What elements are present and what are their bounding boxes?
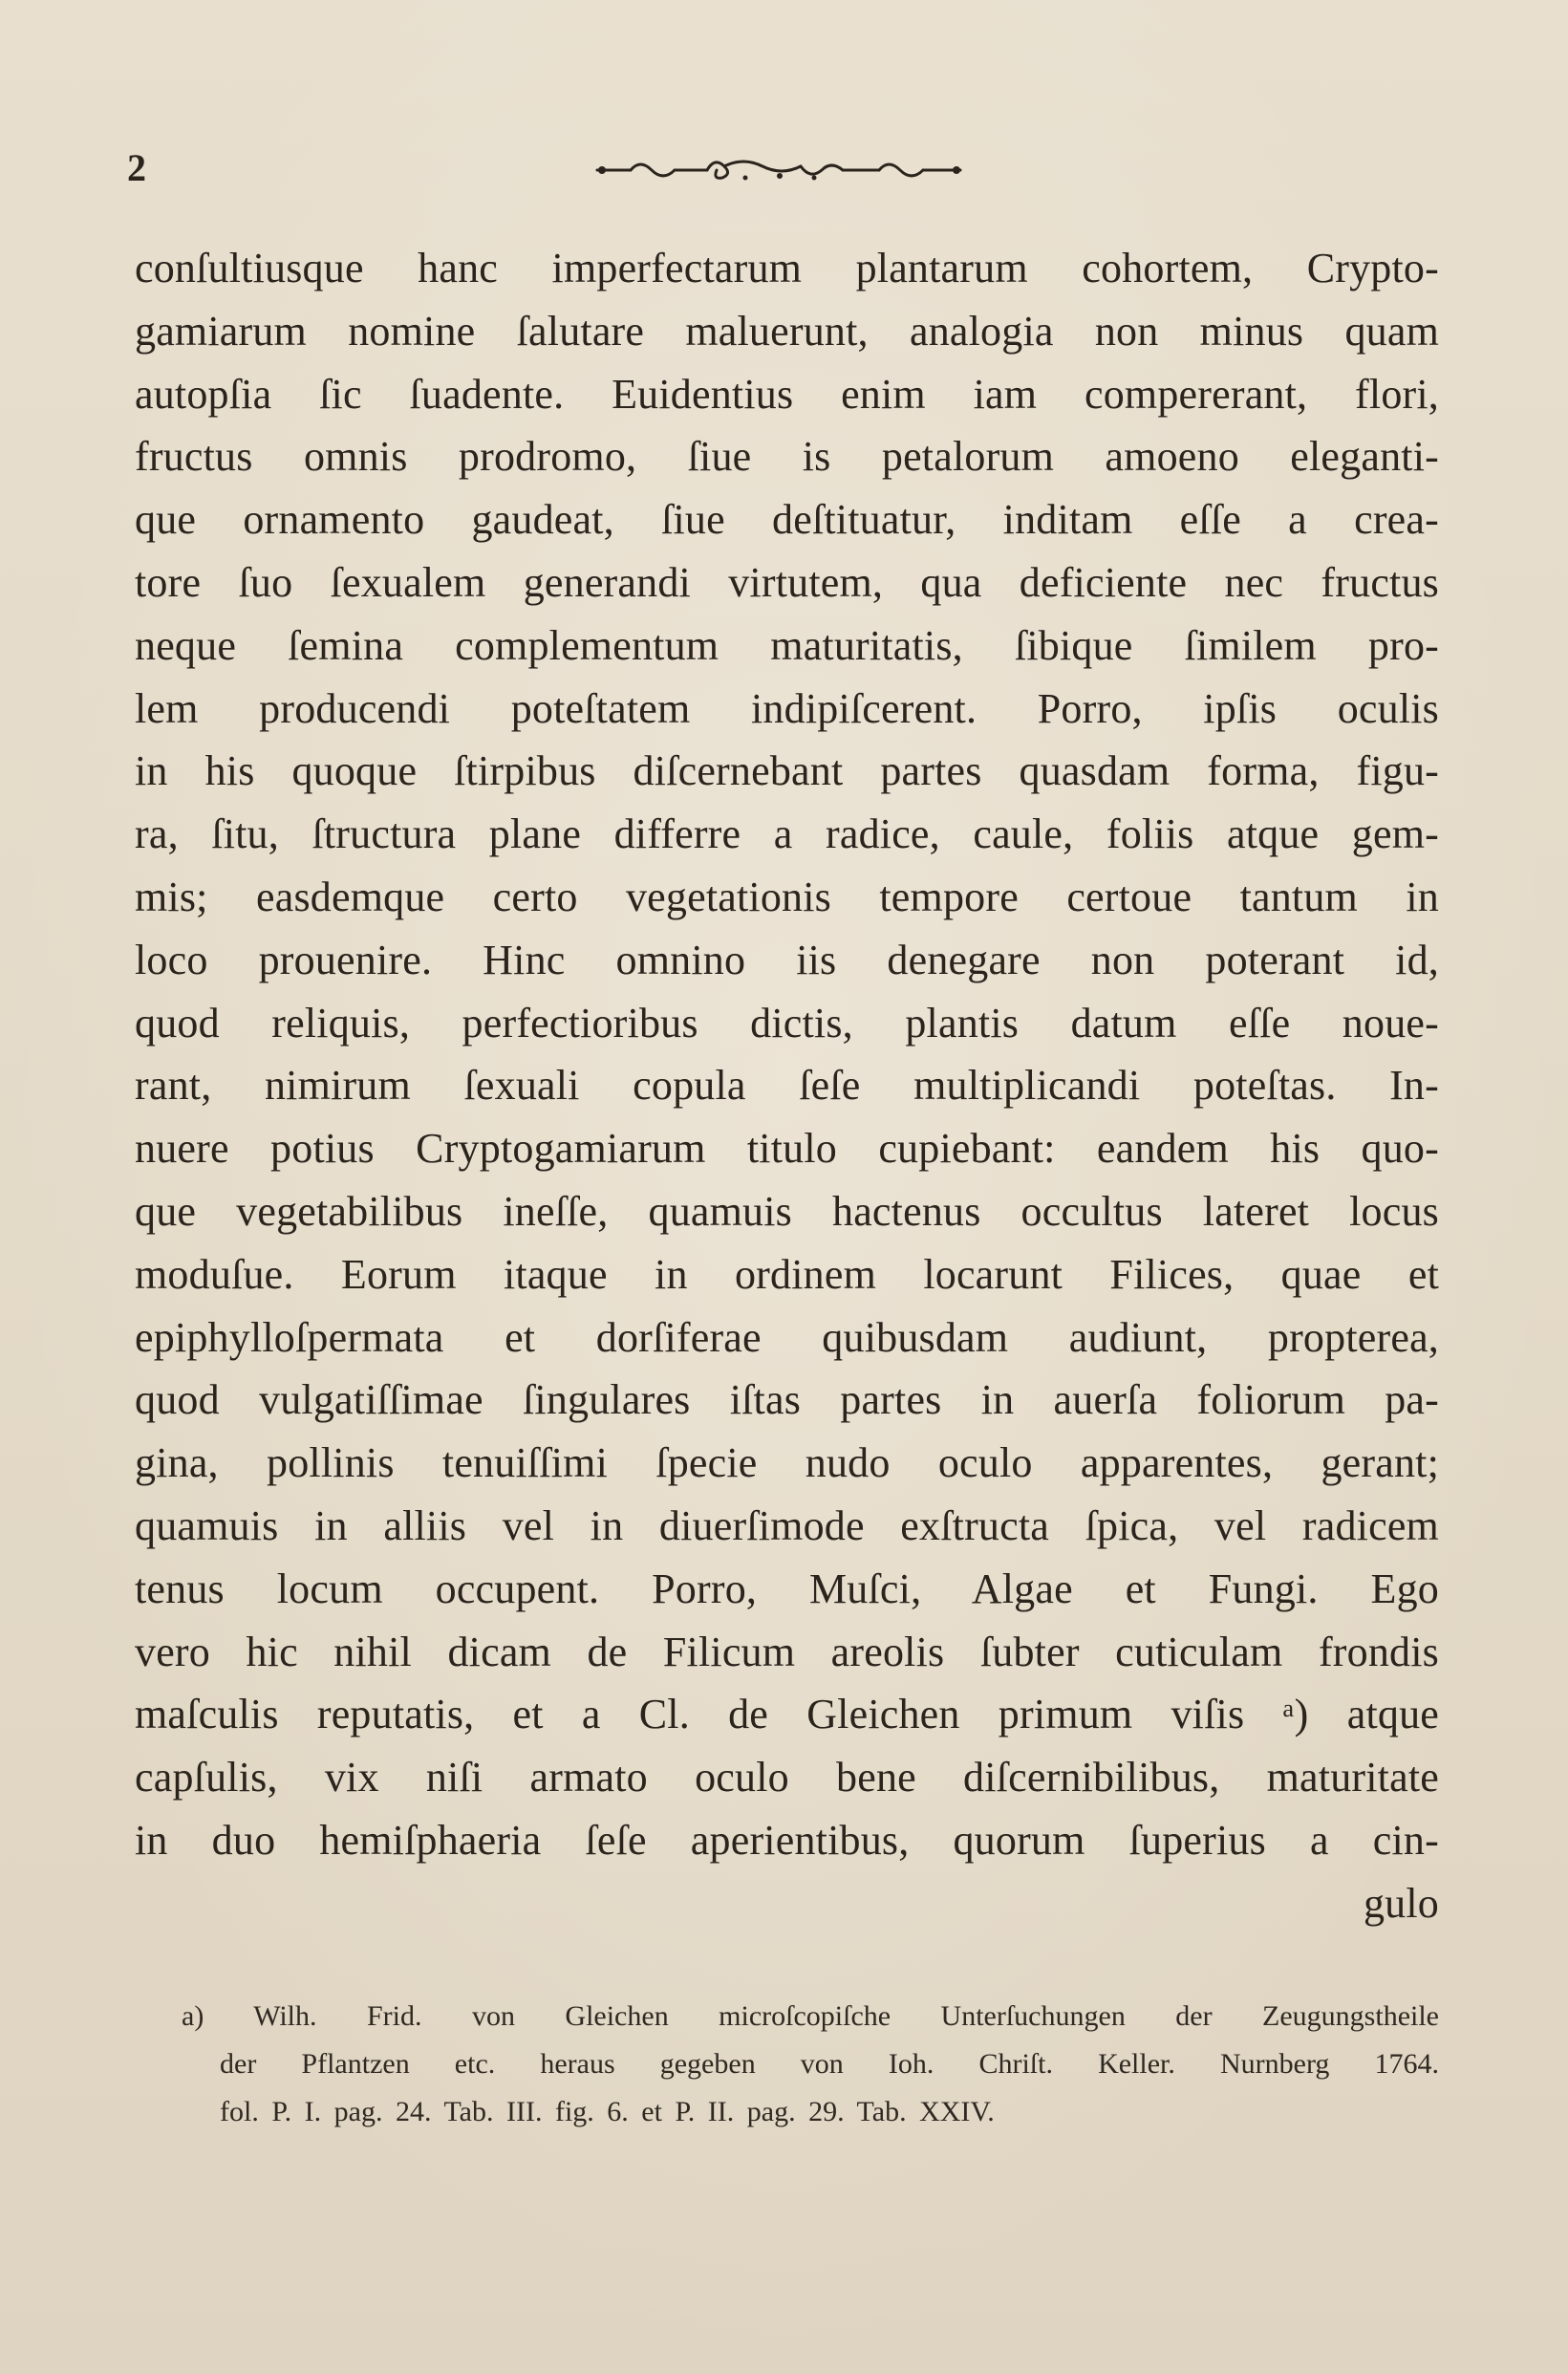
text-line: quod vulgatiſſimae ſingulares iſtas partes in auerſa foliorum pa- — [135, 1376, 1439, 1424]
text-line: quod reliquis, perfectioribus dictis, plantis datum eſſe noue- — [135, 999, 1439, 1047]
footnote-line: fol. P. I. pag. 24. Tab. III. fig. 6. et P. II. pag. 29. Tab. XXIV. — [220, 2096, 995, 2127]
text-line: in his quoque ſtirpibus diſcernebant partes quasdam forma, figu- — [135, 747, 1439, 795]
ornamental-rule-icon — [592, 153, 965, 187]
text-line: tenus locum occupent. Porro, Muſci, Algae et Fungi. Ego — [135, 1565, 1439, 1612]
text-line: ra, ſitu, ſtructura plane differre a radice, caule, foliis atque gem- — [135, 810, 1439, 858]
text-line: in duo hemiſphaeria ſeſe aperientibus, quorum ſuperius a cin- — [135, 1816, 1439, 1864]
text-line: mis; easdemque certo vegetationis tempore certoue tantum in — [135, 873, 1439, 920]
text-line: que vegetabilibus ineſſe, quamuis hactenus occultus lateret locus — [135, 1187, 1439, 1235]
text-line: epiphylloſpermata et dorſiferae quibusdam audiunt, propterea, — [135, 1313, 1439, 1361]
text-line: fructus omnis prodromo, ſiue is petalorum amoeno eleganti- — [135, 433, 1439, 481]
text-line: tore ſuo ſexualem generandi virtutem, qua deficiente nec fructus — [135, 558, 1439, 606]
footnote — [182, 1993, 1439, 2136]
text-line: vero hic nihil dicam de Filicum areolis ſubter cuticulam frondis — [135, 1628, 1439, 1675]
text-line: gina, pollinis tenuiſſimi ſpecie nudo oculo apparentes, gerant; — [135, 1439, 1439, 1487]
catchword: gulo — [1363, 1879, 1439, 1927]
main-text-block — [135, 237, 1439, 1935]
text-line: conſultiusque hanc imperfectarum plantarum cohortem, Crypto- — [135, 245, 1439, 291]
footnote-line: der Pflantzen etc. heraus gegeben von Ioh. Chriſt. Keller. Nurnberg 1764. — [220, 2048, 1439, 2080]
text-line: que ornamento gaudeat, ſiue deſtituatur, inditam eſſe a crea- — [135, 496, 1439, 544]
text-line: maſculis reputatis, et a Cl. de Gleichen primum viſis ᵃ) atque — [135, 1691, 1439, 1738]
text-line: capſulis, vix niſi armato oculo bene diſcernibilibus, maturitate — [135, 1754, 1439, 1802]
text-line: gamiarum nomine ſalutare maluerunt, analogia non minus quam — [135, 307, 1439, 355]
text-line: lem producendi poteſtatem indipiſcerent. Porro, ipſis oculis — [135, 684, 1439, 732]
text-line: loco prouenire. Hinc omnino iis denegare non poterant id, — [135, 936, 1439, 983]
text-line: moduſue. Eorum itaque in ordinem locarunt Filices, quae et — [135, 1250, 1439, 1298]
text-line: rant, nimirum ſexuali copula ſeſe multiplicandi poteſtas. In- — [135, 1062, 1439, 1110]
text-line: autopſia ſic ſuadente. Euidentius enim iam compererant, flori, — [135, 370, 1439, 418]
text-line: quamuis in alliis vel in diuerſimode exſtructa ſpica, vel radicem — [135, 1501, 1439, 1549]
page-number: 2 — [127, 146, 146, 189]
text-line: neque ſemina complementum maturitatis, ſibique ſimilem pro- — [135, 621, 1439, 669]
footnote-line: a) Wilh. Frid. von Gleichen microſcopiſche Unterſuchungen der Zeugungstheile — [182, 2000, 1439, 2032]
text-line: nuere potius Cryptogamiarum titulo cupiebant: eandem his quo- — [135, 1125, 1439, 1173]
